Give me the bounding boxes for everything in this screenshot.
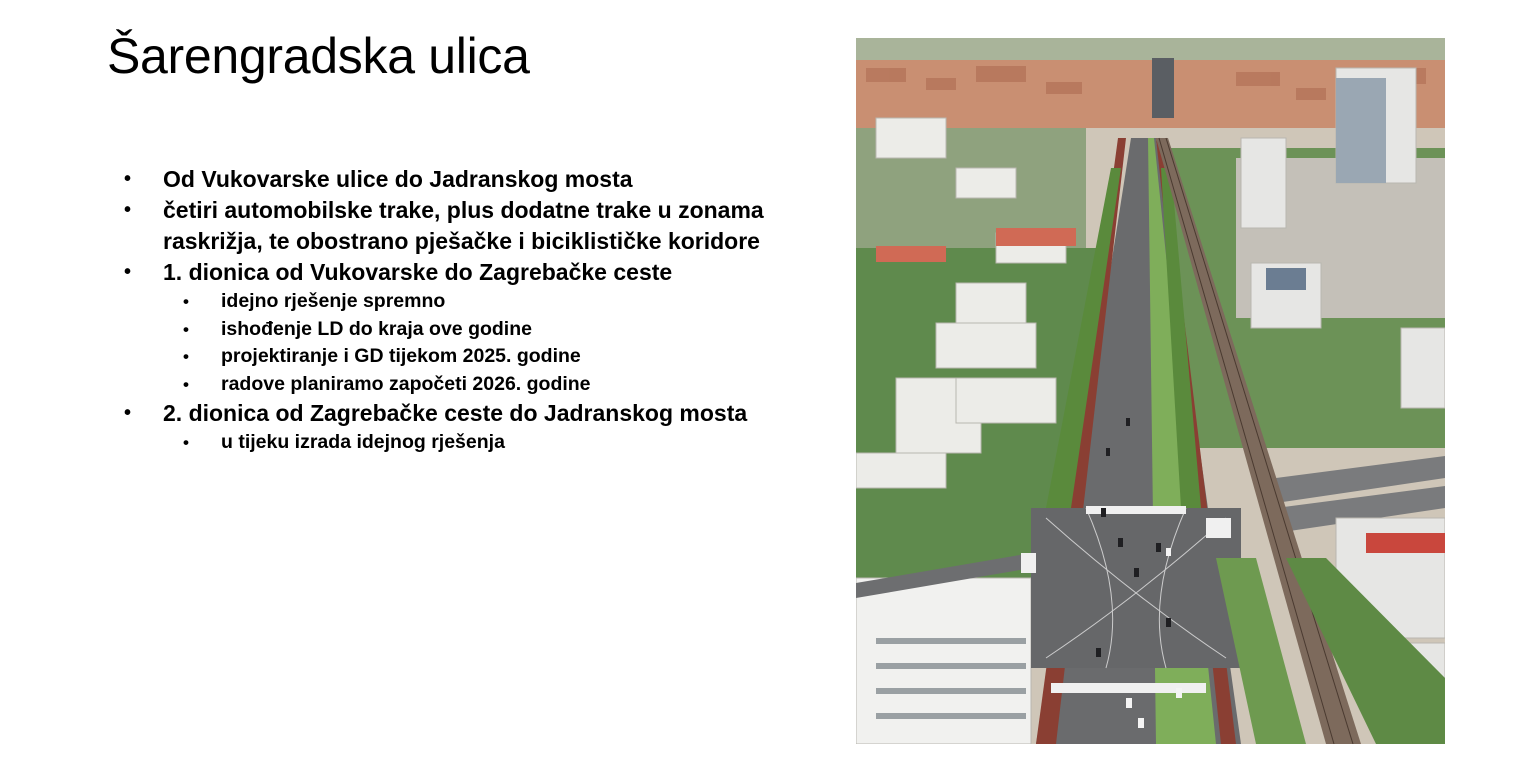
bullet-dot-icon: • — [183, 319, 189, 339]
bullet-dot-icon: • — [124, 168, 132, 190]
slide-title: Šarengradska ulica — [107, 28, 530, 84]
sub-bullet-item: • ishođenje LD do kraja ove godine — [120, 316, 780, 344]
bullet-dot-icon: • — [183, 433, 189, 452]
bullet-dot-icon: • — [183, 347, 189, 366]
bullet-dot-icon: • — [124, 199, 132, 221]
bullet-item: • 2. dionica od Zagrebačke ceste do Jadranskog mosta — [120, 398, 780, 429]
sub-bullet-item: • u tijeku izrada idejnog rješenja — [120, 429, 780, 457]
aerial-street-rendering — [856, 38, 1445, 744]
bullet-list — [120, 164, 780, 457]
sub-bullet-item: • projektiranje i GD tijekom 2025. godine — [120, 343, 780, 371]
bullet-dot-icon: • — [124, 261, 132, 283]
bullet-dot-icon: • — [183, 374, 189, 394]
sub-bullet-item: • idejno rješenje spremno — [120, 288, 780, 316]
bullet-dot-icon: • — [183, 292, 189, 311]
bullet-dot-icon: • — [124, 402, 132, 424]
bullet-item: • Od Vukovarske ulice do Jadranskog mosta — [120, 164, 780, 195]
bullet-item: • četiri automobilske trake, plus dodatne trake u zonama raskrižja, te obostrano pješačke i biciklističke koridore — [124, 197, 764, 254]
sub-bullet-item: • radove planiramo započeti 2026. godine — [120, 371, 780, 399]
bullet-item: • 1. dionica od Vukovarske do Zagrebačke ceste — [120, 257, 780, 288]
